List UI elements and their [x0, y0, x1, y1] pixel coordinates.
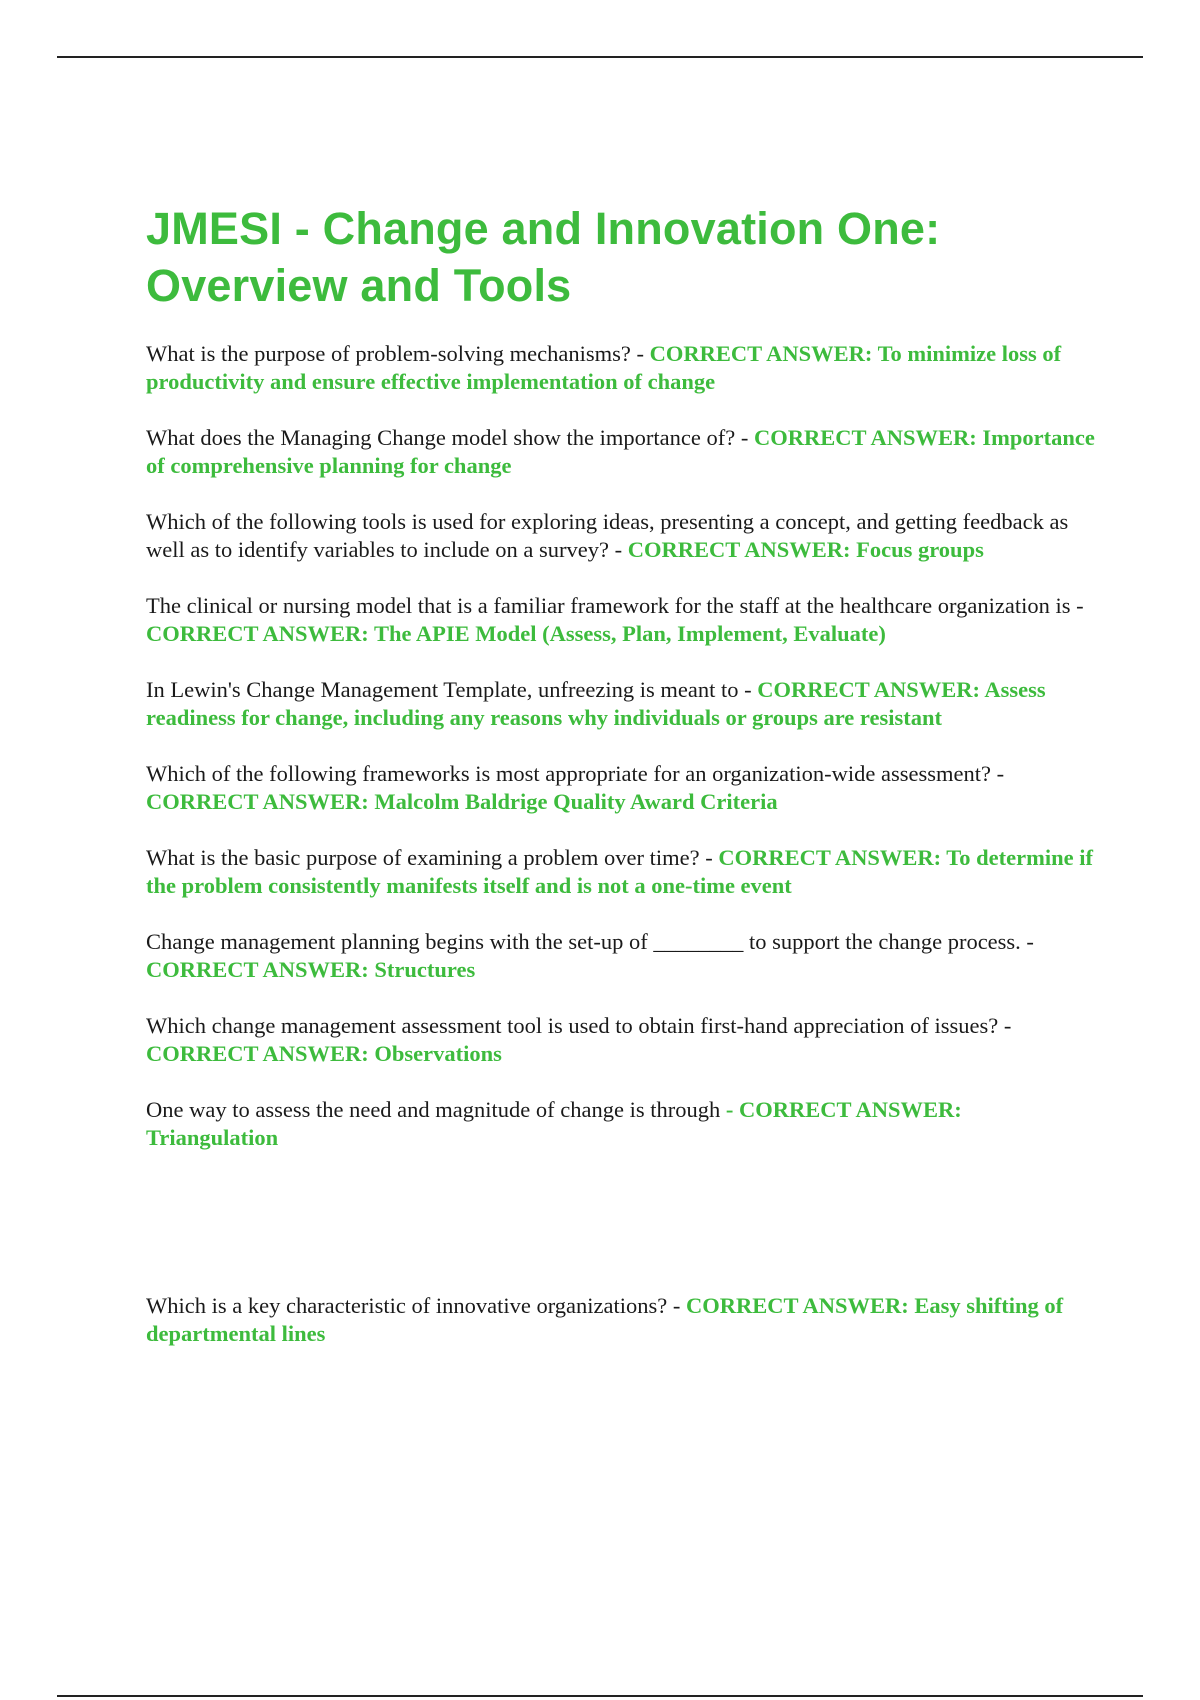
question-text: One way to assess the need and magnitude of change is through [146, 1097, 726, 1122]
document-title: JMESI - Change and Innovation One: Overview and Tools [146, 203, 941, 311]
question-text: Which change management assessment tool is used to obtain first-hand appreciation of issues? - [146, 1013, 1012, 1038]
answer-text: CORRECT ANSWER: Assess readiness for change, including any reasons why individuals or groups are resistant [146, 677, 1046, 730]
qa-item-8 [146, 928, 1096, 984]
answer-text: CORRECT ANSWER: To minimize loss of productivity and ensure effective implementation of change [146, 341, 1062, 394]
question-text: The clinical or nursing model that is a familiar framework for the staff at the healthcare organization is - [146, 593, 1084, 618]
question-text: Which of the following tools is used for exploring ideas, presenting a concept, and getting feedback as well as to identify variables to include on a survey? - [146, 509, 1069, 562]
qa-item-10 [146, 1096, 1096, 1152]
qa-item-1 [146, 340, 1096, 396]
qa-item-5 [146, 676, 1096, 732]
answer-text: CORRECT ANSWER: Malcolm Baldrige Quality Award Criteria [146, 789, 778, 814]
answer-text: CORRECT ANSWER: Easy shifting of departmental lines [146, 1293, 1064, 1346]
answer-text: CORRECT ANSWER: Importance of comprehensive planning for change [146, 425, 1095, 478]
answer-text: CORRECT ANSWER: Focus groups [627, 537, 984, 562]
document-body [146, 200, 1096, 1348]
question-text: What does the Managing Change model show the importance of? - [146, 425, 754, 450]
page-bottom-rule [57, 1695, 1143, 1697]
qa-item-11 [146, 1292, 1096, 1348]
answer-text: - CORRECT ANSWER: Triangulation [146, 1097, 962, 1150]
qa-item-3 [146, 508, 1096, 564]
question-text: Change management planning begins with the set-up of ________ to support the change process. - [146, 929, 1034, 954]
answer-text: CORRECT ANSWER: The APIE Model (Assess, Plan, Implement, Evaluate) [146, 621, 886, 646]
question-text: Which of the following frameworks is most appropriate for an organization-wide assessment? - [146, 761, 1005, 786]
qa-item-6 [146, 760, 1096, 816]
answer-text: CORRECT ANSWER: Structures [146, 957, 476, 982]
question-text: What is the purpose of problem-solving mechanisms? - [146, 341, 650, 366]
question-text: In Lewin's Change Management Template, unfreezing is meant to - [146, 677, 758, 702]
answer-text: CORRECT ANSWER: Observations [146, 1041, 502, 1066]
question-text: Which is a key characteristic of innovative organizations? - [146, 1293, 686, 1318]
qa-item-4 [146, 592, 1096, 648]
qa-item-2 [146, 424, 1096, 480]
qa-item-7 [146, 844, 1096, 900]
question-text: What is the basic purpose of examining a problem over time? - [146, 845, 719, 870]
page-top-rule [57, 56, 1143, 58]
answer-text: CORRECT ANSWER: To determine if the problem consistently manifests itself and is not a one-time event [146, 845, 1093, 898]
qa-item-9 [146, 1012, 1096, 1068]
